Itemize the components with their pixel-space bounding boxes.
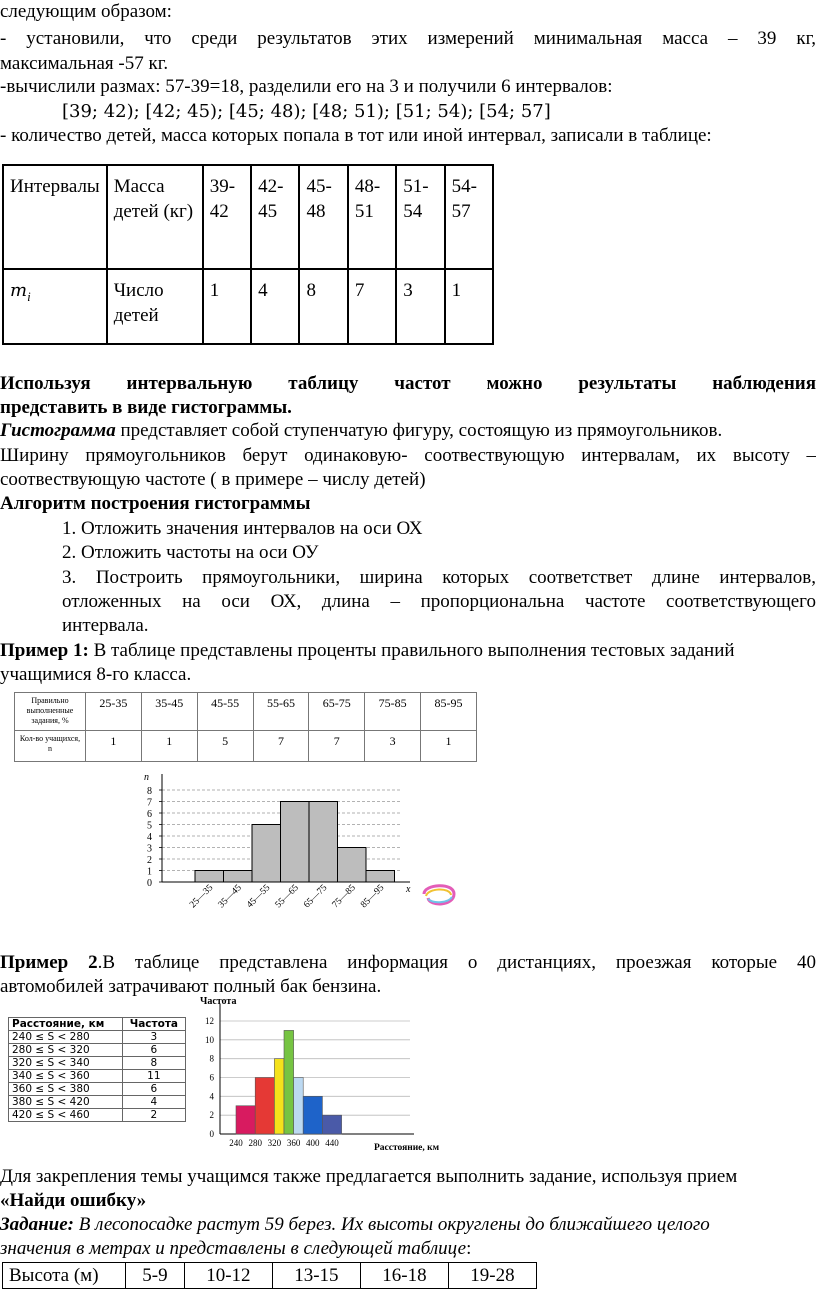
x-tick-label: 25—35 <box>188 883 216 911</box>
histogram-bar <box>274 1059 284 1134</box>
table-cell: 280 ≤ S < 320 <box>9 1044 123 1057</box>
table-cell: 6 <box>122 1044 185 1057</box>
histogram-bar <box>322 1115 341 1134</box>
table-cell: 8 <box>122 1057 185 1070</box>
table-row <box>9 1018 186 1031</box>
example-text: .В таблице представлена информация о дистанциях, проезжая которые 40 <box>97 952 816 973</box>
paragraph: соотвествующую частоте ( в примере – числу детей) <box>0 469 426 490</box>
table-row <box>9 1070 186 1083</box>
x-tick-label: 65—75 <box>302 883 330 911</box>
example-label: Пример 2 <box>0 952 98 973</box>
table-cell: 11 <box>122 1070 185 1083</box>
list-item: 3. Построить прямоугольники, ширина которых соответствет длине интервалов, <box>62 567 816 588</box>
y-tick-label: 3 <box>147 843 152 855</box>
example-heading <box>0 640 816 662</box>
table-header-cell: Высота (м) <box>3 1263 126 1289</box>
intro-line: - установили, что среди результатов этих измерений минимальная масса – 39 кг, <box>0 28 816 49</box>
histogram-distance <box>196 996 478 1156</box>
histogram-bar <box>338 848 367 883</box>
task-text-part: В лесопосадке растут 59 берез. Их высоты округлены до ближайшего целого <box>73 1214 710 1235</box>
histogram-bar <box>303 1096 322 1134</box>
task-colon: : <box>466 1238 472 1259</box>
table-cell: 42-45 <box>251 165 299 269</box>
table-cell: 75-85 <box>365 693 421 731</box>
table-cell: 360 ≤ S < 380 <box>9 1083 123 1096</box>
table-cell: 48-51 <box>348 165 396 269</box>
table-header-cell: Кол-во учащихся, n <box>15 731 86 762</box>
table-cell: 19-28 <box>448 1263 536 1289</box>
table-cell: 6 <box>122 1083 185 1096</box>
example-heading <box>0 952 816 974</box>
table-cell: 1 <box>421 731 477 762</box>
paragraph: «Найди ошибку» <box>0 1190 147 1211</box>
table-cell: 16-18 <box>360 1263 448 1289</box>
paragraph <box>0 420 816 442</box>
birch-height-table <box>2 1262 537 1289</box>
table-header-cell: Масса детей (кг) <box>107 165 203 269</box>
table-cell: 85-95 <box>421 693 477 731</box>
paragraph: представить в виде гистограммы. <box>0 397 292 418</box>
paragraph: Используя интервальную таблицу частот можно результаты наблюдения <box>0 373 816 394</box>
list-item: 2. Отложить частоты на оси ОУ <box>62 542 319 563</box>
table-cell: 54-57 <box>445 165 493 269</box>
task-text <box>0 1238 816 1260</box>
table-cell: 8 <box>299 269 347 344</box>
table-cell: 240 ≤ S < 280 <box>9 1031 123 1044</box>
x-axis-label: x <box>406 884 411 895</box>
table-row <box>3 269 493 344</box>
table-cell: 7 <box>309 731 365 762</box>
table-row <box>15 693 477 731</box>
table-row <box>9 1057 186 1070</box>
y-tick-label: 7 <box>147 797 152 809</box>
histogram-bar <box>224 871 253 883</box>
table-cell: 1 <box>86 731 142 762</box>
intro-line: -вычислили размах: 57-39=18, разделили его на 3 и получили 6 интервалов: <box>0 76 613 97</box>
y-tick-label: 2 <box>147 855 152 866</box>
table-cell: 3 <box>365 731 421 762</box>
table-row <box>9 1096 186 1109</box>
example-text: автомобилей затрачивают полный бак бензина. <box>0 976 382 997</box>
x-axis-label: Расстояние, км <box>374 1143 440 1153</box>
intro-line: следующим образом: <box>0 1 172 22</box>
y-tick-label: 1 <box>147 866 152 878</box>
example-text: В таблице представлены проценты правильного выполнения тестовых заданий <box>88 640 735 661</box>
y-tick-label: 5 <box>147 820 152 832</box>
example-text: учащимися 8-го класса. <box>0 664 192 685</box>
x-tick-label: 55—65 <box>273 883 301 911</box>
intro-line: максимальная -57 кг. <box>0 53 169 74</box>
x-tick-label: 280 <box>248 1138 262 1148</box>
table-cell: 420 ≤ S < 460 <box>9 1109 123 1122</box>
table-row <box>9 1083 186 1096</box>
x-tick-label: 85—95 <box>359 883 387 911</box>
histogram-bar <box>281 802 310 883</box>
y-tick-label: 4 <box>147 832 152 843</box>
mass-interval-table <box>2 164 494 345</box>
table-cell: 1 <box>445 269 493 344</box>
table-cell: 1 <box>141 731 197 762</box>
table-cell: 1 <box>203 269 251 344</box>
list-item: 1. Отложить значения интервалов на оси ОХ <box>62 518 423 539</box>
table-header-cell: Правильно выполненные задания, % <box>15 693 86 731</box>
y-tick-label: 10 <box>205 1034 214 1045</box>
distance-frequency-table <box>8 1017 186 1122</box>
table-cell: 4 <box>251 269 299 344</box>
x-tick-label: 440 <box>325 1138 339 1148</box>
x-tick-label: 75—85 <box>330 883 358 911</box>
table-cell: 65-75 <box>309 693 365 731</box>
table-cell: 2 <box>122 1109 185 1122</box>
paragraph: Для закрепления темы учащимся также предлагается выполнить задание, используя прием <box>0 1166 738 1187</box>
y-tick-label: 0 <box>209 1129 214 1139</box>
histogram-test-results <box>130 768 420 928</box>
table-cell: 39-42 <box>203 165 251 269</box>
table-cell: 13-15 <box>272 1263 360 1289</box>
table-header-cell: Частота <box>122 1018 185 1031</box>
x-tick-label: 320 <box>267 1138 282 1148</box>
table-cell: 340 ≤ S < 360 <box>9 1070 123 1083</box>
decorative-swirl-icon <box>420 880 460 910</box>
histogram-bar <box>366 871 395 883</box>
y-tick-label: 8 <box>209 1053 214 1064</box>
x-tick-label: 400 <box>306 1138 320 1148</box>
y-tick-label: 6 <box>209 1072 214 1083</box>
histogram-bar <box>294 1078 304 1135</box>
table-cell: 5 <box>197 731 253 762</box>
table-cell: 35-45 <box>141 693 197 731</box>
table-header-cell: Расстояние, км <box>9 1018 123 1031</box>
x-tick-label: 45—55 <box>245 883 273 911</box>
test-results-table <box>14 692 477 762</box>
paragraph-text: представляет собой ступенчатую фигуру, состоящую из прямоугольников. <box>115 420 723 441</box>
x-tick-label: 360 <box>286 1138 301 1148</box>
table-cell: 3 <box>122 1031 185 1044</box>
table-cell: 380 ≤ S < 420 <box>9 1096 123 1109</box>
y-tick-label: 12 <box>205 1016 214 1026</box>
table-row <box>15 731 477 762</box>
histogram-bar <box>195 871 224 883</box>
histogram-bar <box>252 825 281 883</box>
list-item: интервала. <box>62 615 149 636</box>
histogram-bar <box>309 802 338 883</box>
y-axis-label: Частота <box>200 996 237 1007</box>
table-row <box>3 1263 537 1289</box>
table-cell: 320 ≤ S < 340 <box>9 1057 123 1070</box>
table-header-cell <box>3 269 107 344</box>
y-tick-label: 0 <box>147 878 152 889</box>
table-cell: 51-54 <box>396 165 444 269</box>
table-cell: 7 <box>253 731 309 762</box>
table-cell: 3 <box>396 269 444 344</box>
y-tick-label: 4 <box>209 1091 214 1102</box>
table-cell: 5-9 <box>126 1263 185 1289</box>
task-label: Задание: <box>0 1214 74 1235</box>
term: Гистограмма <box>0 420 116 441</box>
list-item: отложенных на оси ОХ, длина – пропорциональна частоте соответствующего <box>62 591 816 612</box>
x-tick-label: 240 <box>229 1138 243 1148</box>
intervals-formula: [39; 42); [42; 45); [45; 48); [48; 51); [51; 54); [54; 57] <box>62 101 551 122</box>
table-cell: 25-35 <box>86 693 142 731</box>
intro-line: - количество детей, масса которых попала в тот или иной интервал, записали в таблице: <box>0 125 712 146</box>
table-cell: 10-12 <box>184 1263 272 1289</box>
histogram-bar <box>236 1106 255 1134</box>
table-row <box>3 165 493 269</box>
m-symbol: m <box>10 280 28 301</box>
example-label: Пример 1: <box>0 640 89 661</box>
table-cell: 4 <box>122 1096 185 1109</box>
task-text-part: значения в метрах и представлены в следующей таблице <box>0 1238 467 1259</box>
y-tick-label: 2 <box>209 1110 214 1121</box>
histogram-bar <box>255 1078 274 1135</box>
table-header-cell: Число детей <box>107 269 203 344</box>
table-row <box>9 1044 186 1057</box>
table-row <box>9 1031 186 1044</box>
table-cell: 7 <box>348 269 396 344</box>
table-cell: 55-65 <box>253 693 309 731</box>
table-cell: 45-55 <box>197 693 253 731</box>
table-header-cell: Интервалы <box>3 165 107 269</box>
table-cell: 45-48 <box>299 165 347 269</box>
y-tick-label: 6 <box>147 809 152 820</box>
histogram-bar <box>284 1030 294 1134</box>
x-tick-label: 35—45 <box>216 883 244 911</box>
task-text <box>0 1214 816 1236</box>
table-row <box>9 1109 186 1122</box>
section-heading: Алгоритм построения гистограммы <box>0 493 311 514</box>
paragraph: Ширину прямоугольников берут одинаковую- соотвествующую интервалам, их высоту – <box>0 445 816 466</box>
i-subscript: i <box>27 288 31 304</box>
y-tick-label: 8 <box>147 786 152 797</box>
y-axis-label: n <box>144 772 149 783</box>
